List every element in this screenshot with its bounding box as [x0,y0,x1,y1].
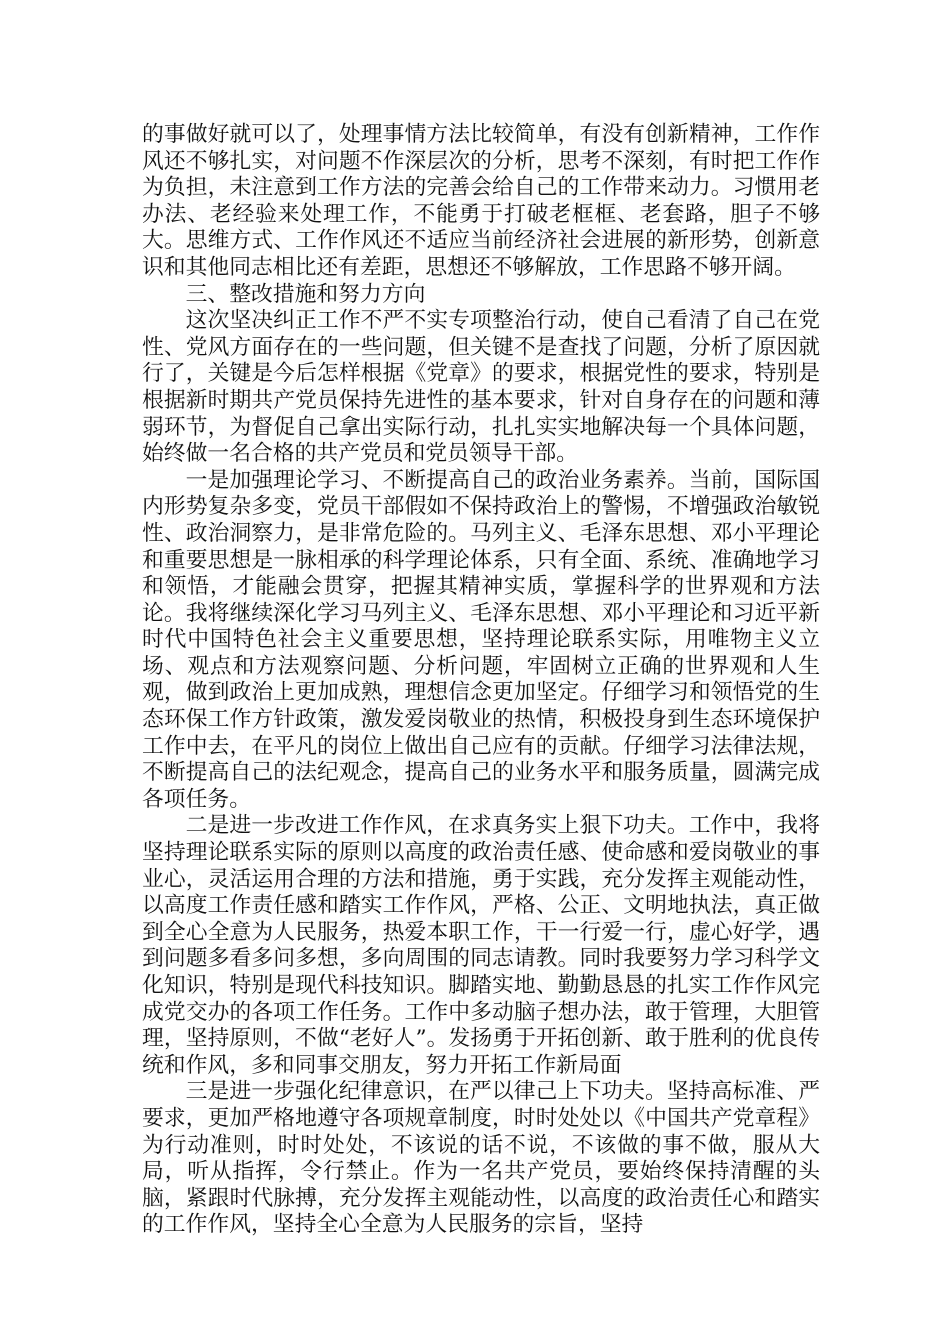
paragraph-4: 二是进一步改进工作作风，在求真务实上狠下功夫。工作中，我将坚持理论联系实际的原则以高度的政治责任感、使命感和爱岗敬业的事业心，灵活运用合理的方法和措施，勇于实践，充分发挥主观能动性，以高度工作责任感和踏实工作作风，严格、公正、文明地执法，真正做到全心全意为人民服务，热爱本职工作，干一行爱一行，虚心好学，遇到问题多看多问多想，多向周围的同志请教。同时我要努力学习科学文化知识，特别是现代科技知识。脚踏实地、勤勤恳恳的扎实工作作风完成党交办的各项工作任务。工作中多动脑子想办法，敢于管理，大胆管理，坚持原则，不做“老好人”。发扬勇于开拓创新、敢于胜利的优良传统和作风，多和同事交朋友，努力开拓工作新局面 [142,813,820,1078]
paragraph-2: 这次坚决纠正工作不严不实专项整治行动，使自己看清了自己在党性、党风方面存在的一些问题，但关键不是查找了问题，分析了原因就行了，关键是今后怎样根据《党章》的要求，根据党性的要求，特别是根据新时期共产党员保持先进性的基本要求，针对自身存在的问题和薄弱环节，为督促自己拿出实际行动，扎扎实实地解决每一个具体问题，始终做一名合格的共产党员和党员领导干部。 [142,308,820,467]
document-page [142,122,820,1239]
paragraph-3: 一是加强理论学习、不断提高自己的政治业务素养。当前，国际国内形势复杂多变，党员干部假如不保持政治上的警惕，不增强政治敏锐性、政治洞察力，是非常危险的。马列主义、毛泽东思想、邓小平理论和重要思想是一脉相承的科学理论体系，只有全面、系统、准确地学习和领悟，才能融会贯穿，把握其精神实质，掌握科学的世界观和方法论。我将继续深化学习马列主义、毛泽东思想、邓小平理论和习近平新时代中国特色社会主义重要思想，坚持理论联系实际，用唯物主义立场、观点和方法观察问题、分析问题，牢固树立正确的世界观和人生观，做到政治上更加成熟，理想信念更加坚定。仔细学习和领悟党的生态环保工作方针政策，激发爱岗敬业的热情，积极投身到生态环境保护工作中去，在平凡的岗位上做出自己应有的贡献。仔细学习法律法规，不断提高自己的法纪观念，提高自己的业务水平和服务质量，圆满完成各项任务。 [142,467,820,812]
paragraph-1: 的事做好就可以了，处理事情方法比较简单，有没有创新精神，工作作风还不够扎实，对问题不作深层次的分析，思考不深刻，有时把工作作为负担，未注意到工作方法的完善会给自己的工作带来动力。习惯用老办法、老经验来处理工作，不能勇于打破老框框、老套路，胆子不够大。思维方式、工作作风还不适应当前经济社会进展的新形势，创新意识和其他同志相比还有差距，思想还不够解放，工作思路不够开阔。 [142,122,820,280]
paragraph-5: 三是进一步强化纪律意识，在严以律己上下功夫。坚持高标准、严要求，更加严格地遵守各项规章制度，时时处处以《中国共产党章程》为行动准则，时时处处，不该说的话不说，不该做的事不做，服从大局，听从指挥，令行禁止。作为一名共产党员，要始终保持清醒的头脑，紧跟时代脉搏，充分发挥主观能动性，以高度的政治责任心和踏实的工作作风，坚持全心全意为人民服务的宗旨，坚持 [142,1079,820,1238]
section-heading: 三、整改措施和努力方向 [185,281,426,307]
